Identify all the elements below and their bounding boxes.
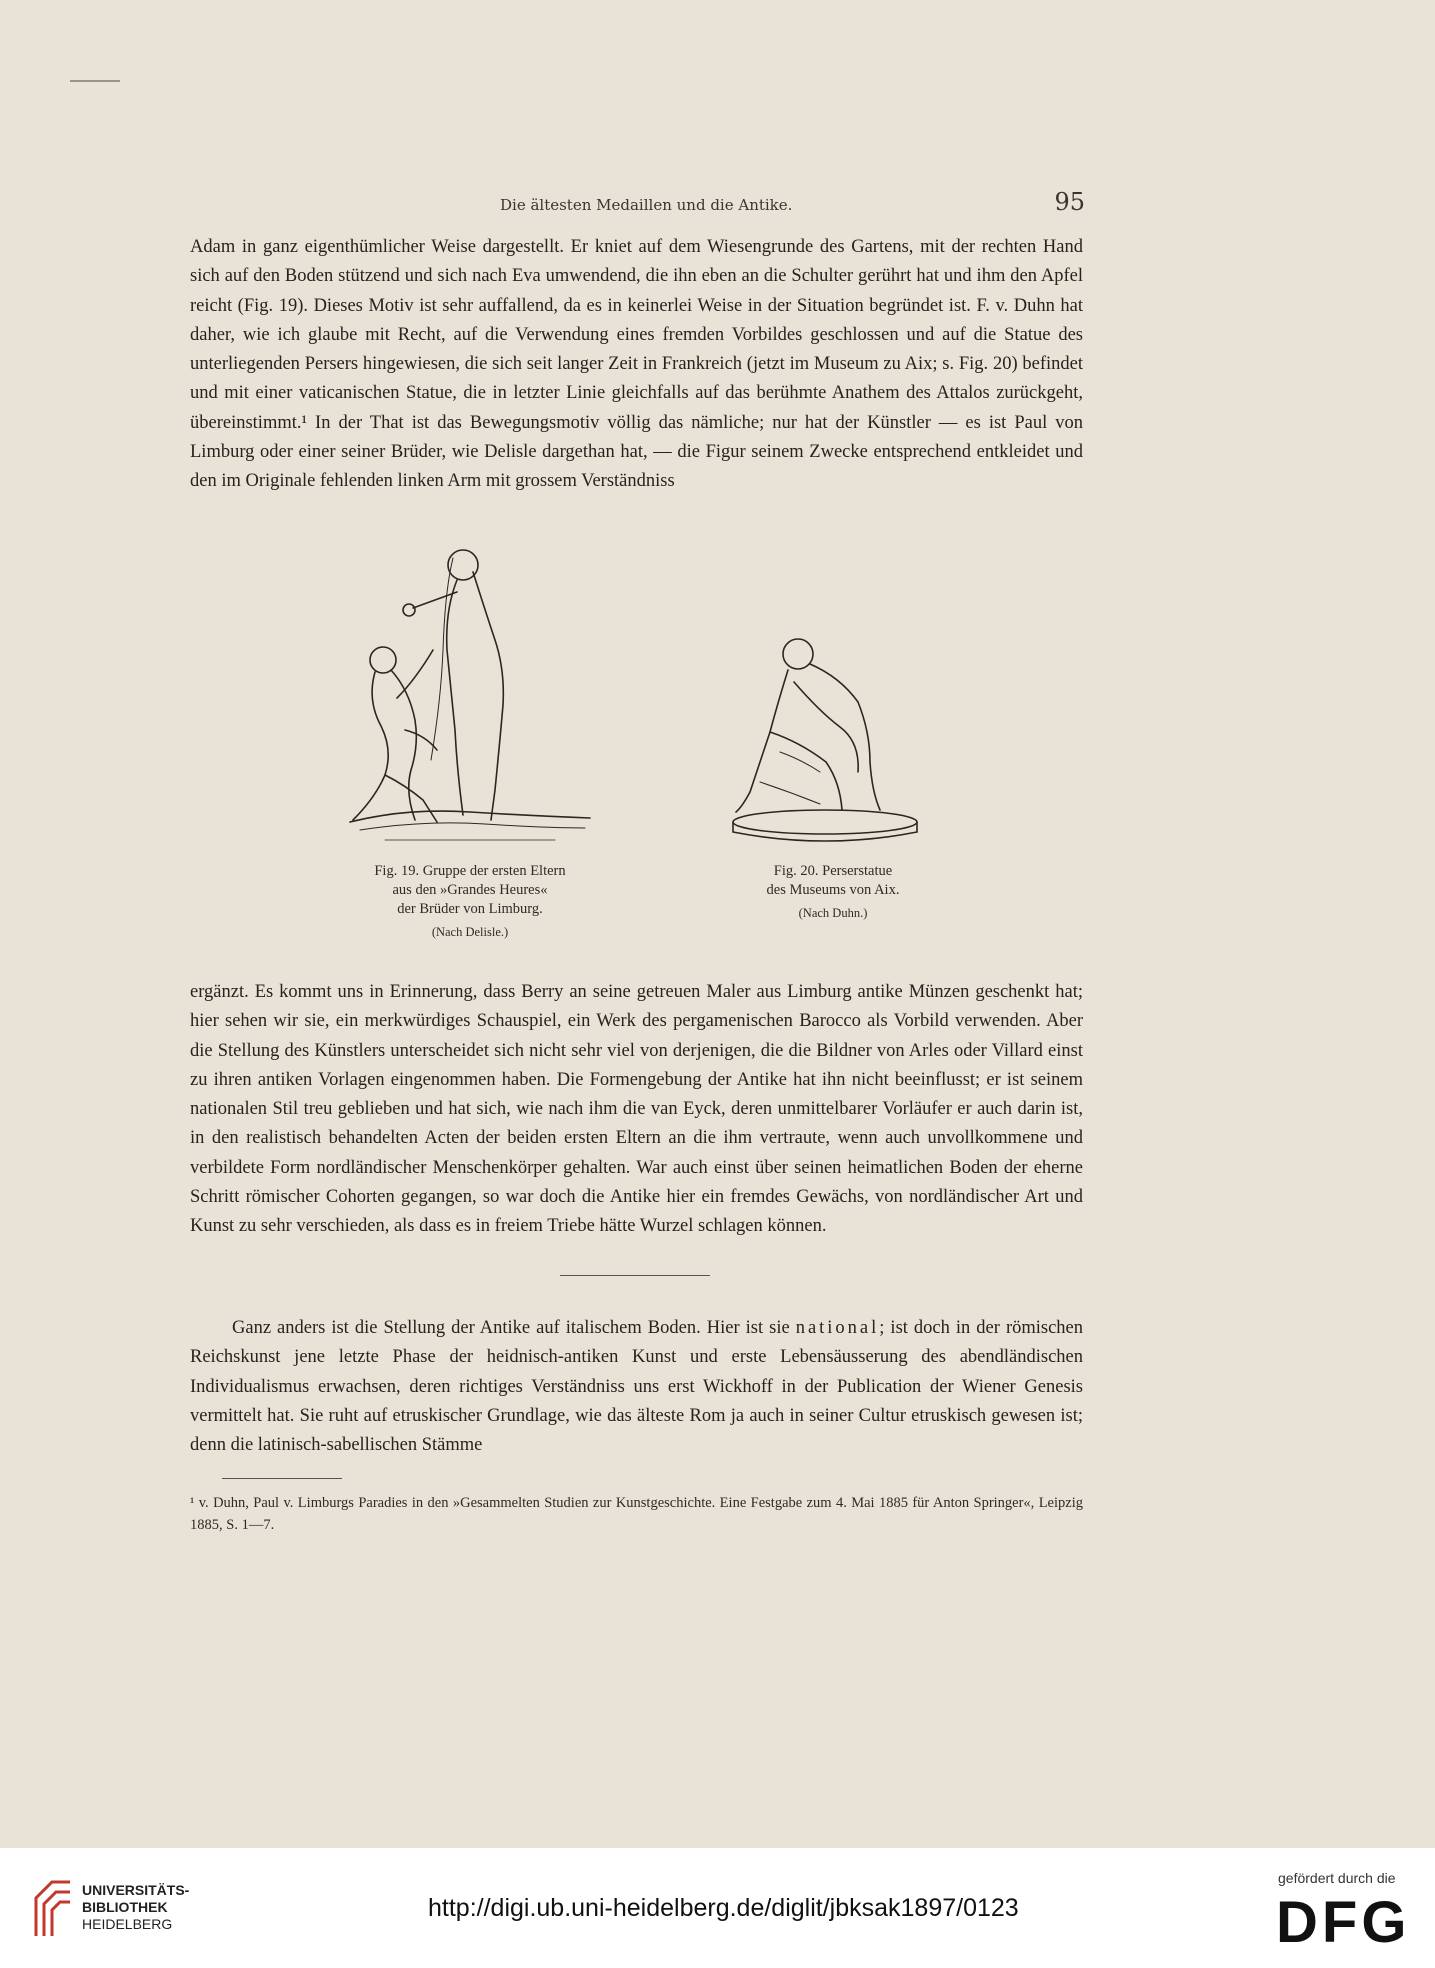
figure-20-caption	[718, 862, 948, 923]
paragraph-3-rest: ; ist doch in der römischen Reichskunst jene letzte Phase der heidnisch-antiken Kunst und erste Lebensäusserung des abendländischen Individualismus erwachsen, deren richtiges Verständniss uns erst Wickhoff in der Publication der Wiener Genesis vermittelt hat. Sie ruht auf etruskischer Grundlage, wie das älteste Rom ja auch in seiner Cultur etruskisch gewesen ist; denn die latinisch-sabellischen Stämme	[190, 1318, 1084, 1456]
scan-mark	[70, 80, 120, 82]
figure-19-caption-line3: der Brüder von Limburg.	[397, 901, 543, 917]
figure-20-caption-line1: Fig. 20. Perserstatue	[773, 863, 893, 879]
paragraph-1: Adam in ganz eigenthümlicher Weise dargestellt. Er kniet auf dem Wiesengrunde des Gartens, mit der rechten Hand sich auf den Boden stützend und sich nach Eva umwendend, die ihn eben an die Schulter gerührt hat und ihm den Apfel reicht (Fig. 19). Dieses Motiv ist sehr auffallend, da es in keinerlei Weise in der Situation begründet ist. F. v. Duhn hat daher, wie ich glaube mit Recht, auf die Verwendung eines fremden Vorbildes geschlossen und auf die Statue des unterliegenden Persers hingewiesen, die sich seit langer Zeit in Frankreich (jetzt im Museum zu Aix; s. Fig. 20) befindet und mit einer vaticanischen Statue, die in letzter Linie gleichfalls auf das berühmte Anathem des Attalos zurückgeht, übereinstimmt.¹ In der That ist das Bewegungsmotiv völlig das nämliche; nur hat der Künstler — es ist Paul von Limburg oder einer seiner Brüder, wie Delisle dargethan hat, — die Figur seinem Zwecke entsprechend entkleidet und den im Originale fehlenden linken Arm mit grossem Verständniss	[190, 237, 1083, 492]
library-logo-icon	[32, 1878, 74, 1940]
figure-19-caption	[330, 862, 610, 942]
library-name-line3: HEIDELBERG	[82, 1916, 173, 1932]
running-head-title: Die ältesten Medaillen und die Antike.	[500, 196, 793, 214]
figure-20-caption-line2: des Museums von Aix.	[766, 882, 900, 898]
figure-19-caption-line1: Fig. 19. Gruppe der ersten Eltern	[374, 863, 566, 879]
figure-20-illustration	[730, 632, 930, 847]
library-name	[82, 1882, 189, 1933]
footnote-rule	[222, 1478, 342, 1479]
paragraph-3-emphasis: national	[795, 1318, 880, 1338]
figure-19-source: (Nach Delisle.)	[431, 925, 509, 939]
paragraph-3	[190, 1314, 1083, 1460]
figure-20-source: (Nach Duhn.)	[798, 906, 868, 920]
paragraph-2: ergänzt. Es kommt uns in Erinnerung, dass Berry an seine getreuen Maler aus Limburg antike Münzen geschenkt hat; hier sehen wir sie, ein merkwürdiges Schauspiel, ein Werk des pergamenischen Barocco als Vorbild verwenden. Aber die Stellung des Künstlers unterscheidet sich nicht sehr viel von derjenigen, die die Bildner von Arles oder Villard einst zu ihren antiken Vorlagen eingenommen haben. Die Formengebung der Antike hat ihn nicht beeinflusst; er ist seinem nationalen Stil treu geblieben und hat sich, wie nach ihm die van Eyck, deren unmittelbarer Vorläufer er auch darin ist, in den realistisch behandelten Acten der beiden ersten Eltern an die ihm vertraute, wenn auch unvollkommene und verbildete Form nordländischer Menschenkörper gehalten. War auch einst über seinen heimatlichen Boden der eherne Schritt römischer Cohorten gegangen, so war doch die Antike hier ein fremdes Gewächs, von nordländischer Art und Kunst zu sehr verschieden, als dass es in freiem Triebe hätte Wurzel schlagen können.	[190, 982, 1083, 1237]
library-name-line1: UNIVERSITÄTS-	[82, 1882, 190, 1898]
funder-caption: gefördert durch die	[1278, 1870, 1396, 1886]
section-divider	[560, 1275, 710, 1276]
viewer-footer	[0, 1848, 1435, 1968]
paragraph-3-start: Ganz anders ist die Stellung der Antike auf italischem Boden. Hier ist sie	[232, 1318, 796, 1338]
dfg-logo: DFG	[1276, 1890, 1411, 1955]
footnote: ¹ v. Duhn, Paul v. Limburgs Paradies in den »Gesammelten Studien zur Kunstgeschichte. Eine Festgabe zum 4. Mai 1885 für Anton Springer«, Leipzig 1885, S. 1—7.	[190, 1495, 1083, 1533]
figure-19-illustration	[345, 530, 595, 850]
library-name-line2: BIBLIOTHEK	[82, 1899, 168, 1915]
page-number: 95	[1054, 188, 1085, 216]
permalink-url[interactable]: http://digi.ub.uni-heidelberg.de/diglit/jbksak1897/0123	[428, 1894, 1019, 1922]
figure-19-caption-line2: aus den »Grandes Heures«	[392, 882, 548, 898]
